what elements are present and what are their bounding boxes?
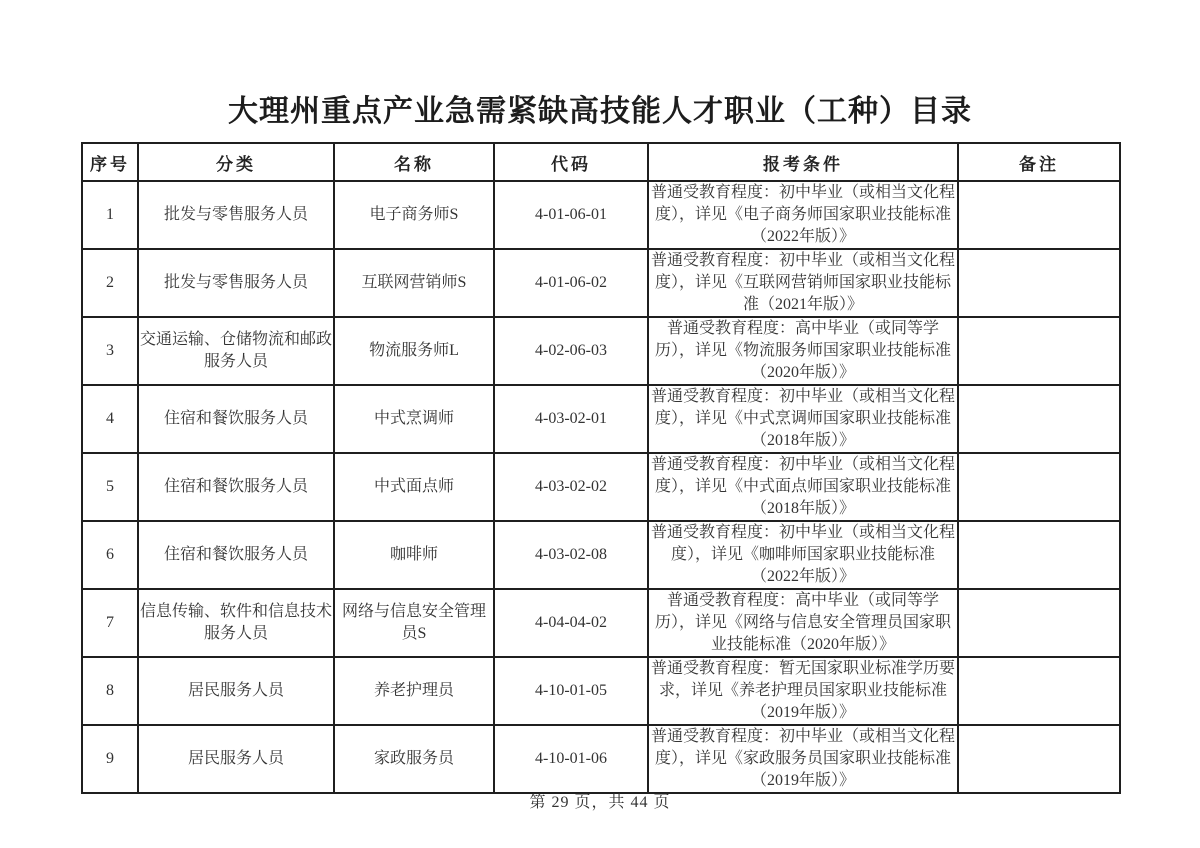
row-code: 4-02-06-03	[494, 317, 648, 385]
table-header	[82, 143, 1120, 181]
row-remark	[958, 249, 1120, 317]
row-category: 住宿和餐饮服务人员	[138, 385, 334, 453]
row-remark	[958, 385, 1120, 453]
row-category: 交通运输、仓储物流和邮政服务人员	[138, 317, 334, 385]
row-code: 4-10-01-05	[494, 657, 648, 725]
row-remark	[958, 453, 1120, 521]
row-name: 中式面点师	[334, 453, 494, 521]
row-condition: 普通受教育程度：高中毕业（或同等学历），详见《网络与信息安全管理员国家职业技能标准（2020年版）》	[648, 589, 958, 657]
page-title: 大理州重点产业急需紧缺高技能人才职业（工种）目录	[228, 95, 972, 128]
row-remark	[958, 657, 1120, 725]
row-remark	[958, 725, 1120, 793]
header-no: 序号	[82, 143, 138, 181]
table-row	[82, 521, 1120, 589]
row-code: 4-01-06-02	[494, 249, 648, 317]
row-no: 2	[82, 249, 138, 317]
row-no: 6	[82, 521, 138, 589]
row-no: 5	[82, 453, 138, 521]
row-condition: 普通受教育程度：高中毕业（或同等学历），详见《物流服务师国家职业技能标准（2020年版）》	[648, 317, 958, 385]
row-remark	[958, 521, 1120, 589]
header-code: 代码	[494, 143, 648, 181]
row-category: 住宿和餐饮服务人员	[138, 453, 334, 521]
row-condition: 普通受教育程度：初中毕业（或相当文化程度），详见《咖啡师国家职业技能标准（2022年版）》	[648, 521, 958, 589]
row-name: 咖啡师	[334, 521, 494, 589]
table-row	[82, 725, 1120, 793]
row-category: 信息传输、软件和信息技术服务人员	[138, 589, 334, 657]
row-condition: 普通受教育程度：初中毕业（或相当文化程度），详见《中式面点师国家职业技能标准（2018年版）》	[648, 453, 958, 521]
row-no: 4	[82, 385, 138, 453]
row-code: 4-04-04-02	[494, 589, 648, 657]
row-category: 批发与零售服务人员	[138, 181, 334, 249]
row-name: 电子商务师S	[334, 181, 494, 249]
row-code: 4-01-06-01	[494, 181, 648, 249]
row-no: 8	[82, 657, 138, 725]
row-name: 网络与信息安全管理员S	[334, 589, 494, 657]
row-condition: 普通受教育程度：暂无国家职业标准学历要求，详见《养老护理员国家职业技能标准（2019年版）》	[648, 657, 958, 725]
row-code: 4-10-01-06	[494, 725, 648, 793]
table-row	[82, 453, 1120, 521]
row-no: 7	[82, 589, 138, 657]
table-body	[82, 181, 1120, 793]
row-name: 互联网营销师S	[334, 249, 494, 317]
row-no: 9	[82, 725, 138, 793]
table-row	[82, 317, 1120, 385]
row-remark	[958, 181, 1120, 249]
header-condition: 报考条件	[648, 143, 958, 181]
row-category: 批发与零售服务人员	[138, 249, 334, 317]
header-row	[82, 143, 1120, 181]
table-row	[82, 249, 1120, 317]
table-row	[82, 385, 1120, 453]
table-row	[82, 181, 1120, 249]
row-remark	[958, 589, 1120, 657]
row-no: 1	[82, 181, 138, 249]
row-condition: 普通受教育程度：初中毕业（或相当文化程度），详见《互联网营销师国家职业技能标准（2021年版）》	[648, 249, 958, 317]
table-row	[82, 657, 1120, 725]
row-name: 养老护理员	[334, 657, 494, 725]
row-condition: 普通受教育程度：初中毕业（或相当文化程度），详见《家政服务员国家职业技能标准（2019年版）》	[648, 725, 958, 793]
occupation-catalog-table	[81, 142, 1121, 794]
row-code: 4-03-02-02	[494, 453, 648, 521]
row-category: 住宿和餐饮服务人员	[138, 521, 334, 589]
header-name: 名称	[334, 143, 494, 181]
header-remark: 备注	[958, 143, 1120, 181]
row-category: 居民服务人员	[138, 725, 334, 793]
row-category: 居民服务人员	[138, 657, 334, 725]
row-remark	[958, 317, 1120, 385]
row-code: 4-03-02-08	[494, 521, 648, 589]
row-name: 物流服务师L	[334, 317, 494, 385]
row-condition: 普通受教育程度：初中毕业（或相当文化程度），详见《中式烹调师国家职业技能标准（2018年版）》	[648, 385, 958, 453]
row-no: 3	[82, 317, 138, 385]
row-name: 中式烹调师	[334, 385, 494, 453]
header-category: 分类	[138, 143, 334, 181]
row-code: 4-03-02-01	[494, 385, 648, 453]
row-name: 家政服务员	[334, 725, 494, 793]
row-condition: 普通受教育程度：初中毕业（或相当文化程度），详见《电子商务师国家职业技能标准（2022年版）》	[648, 181, 958, 249]
table-row	[82, 589, 1120, 657]
page-number: 第 29 页，共 44 页	[529, 794, 671, 811]
